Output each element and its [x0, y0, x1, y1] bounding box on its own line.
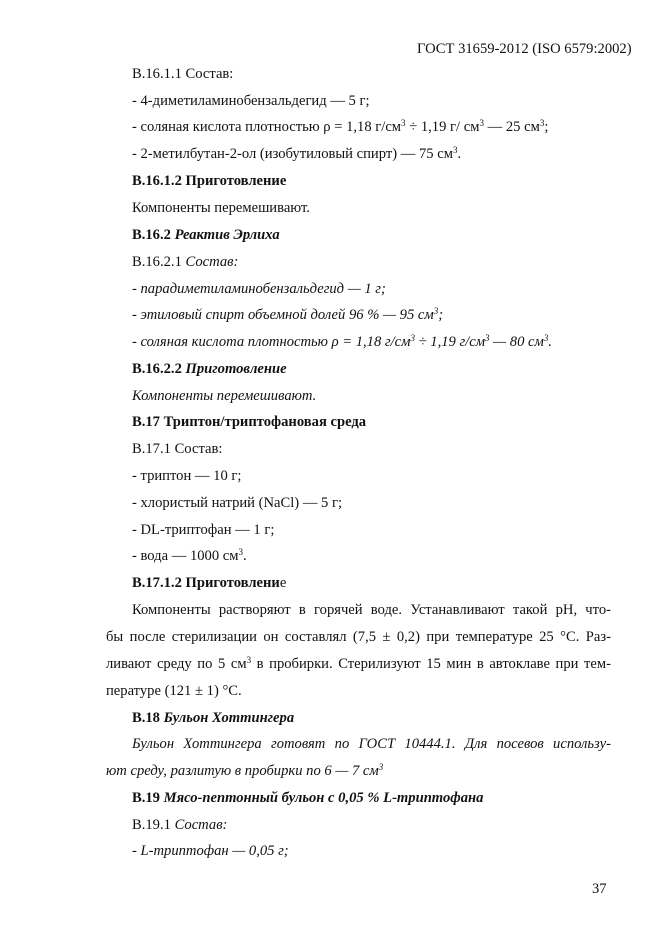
section-b16-1-2-heading: [132, 172, 286, 190]
text: - соляная кислота плотностью ρ = 1,18 г/см: [132, 334, 411, 350]
text: Бульон Хоттингера готовят по ГОСТ 10444.1. Для посевов использу-: [132, 736, 611, 752]
text: Компоненты растворяют в горячей воде. Устанавливают такой pH, что-: [132, 602, 611, 618]
superscript: 3: [485, 333, 490, 343]
text: Состав:: [185, 254, 239, 270]
list-item: [132, 521, 274, 539]
section-b16-2-2-heading: [132, 360, 287, 378]
section-b16-1-1-heading: [132, 65, 233, 83]
superscript: 3: [433, 306, 439, 316]
superscript: 3: [479, 118, 484, 128]
text: - триптон — 10 г;: [132, 468, 242, 484]
text: Реактив Эрлиха: [174, 227, 280, 243]
section-b19-1-heading: [132, 816, 227, 834]
paragraph-line: [132, 601, 611, 619]
text: В.17 Триптон/триптофановая среда: [132, 414, 367, 430]
text: Мясо-пептонный бульон с 0,05 % L-триптофана: [163, 790, 484, 806]
text: В.16.1.1 Состав:: [132, 66, 234, 82]
text: В.16.2: [132, 227, 175, 243]
text: пературе (121 ± 1) °С.: [106, 683, 242, 699]
text: - DL-триптофан — 1 г;: [132, 522, 275, 538]
text: ливают среду по 5 см: [106, 656, 247, 672]
superscript: 3: [378, 762, 384, 772]
text: бы после стерилизации он составлял (7,5 ± 0,2) при температуре 25 °С. Раз-: [106, 629, 611, 645]
text: ÷ 1,19 г/ см: [405, 119, 480, 135]
text: В.16.1.2 Приготовление: [132, 173, 287, 189]
list-item: [132, 306, 443, 324]
paragraph: [132, 387, 316, 405]
text: - парадиметиламинобензальдегид — 1 г;: [132, 281, 386, 297]
text: ют среду, разлитую в пробирки по 6 — 7 см: [106, 763, 379, 779]
paragraph-line: [132, 735, 611, 753]
text: е: [279, 575, 287, 591]
superscript: 3: [401, 118, 406, 128]
list-item: [132, 467, 241, 485]
text: .: [548, 334, 552, 350]
section-b16-2-1-heading: [132, 253, 238, 271]
text: Компоненты перемешивают.: [132, 388, 317, 404]
text: — 80 см: [489, 334, 544, 350]
section-b17-heading: [132, 413, 366, 431]
section-b19-heading: [132, 789, 483, 807]
paragraph-line: [106, 682, 242, 700]
superscript: 3: [539, 118, 545, 128]
text: Компоненты перемешивают.: [132, 200, 310, 216]
superscript: 3: [410, 333, 415, 343]
text: ;: [544, 119, 549, 135]
paragraph: [132, 199, 310, 217]
text: - 4-диметиламинобензальдегид — 5 г;: [132, 93, 370, 109]
superscript: 3: [246, 655, 252, 665]
paragraph-line: [106, 762, 383, 780]
text: Бульон Хоттингера: [163, 710, 295, 726]
text: .: [243, 548, 247, 564]
text: - L-триптофан — 0,05 г;: [132, 843, 289, 859]
text: В.19.1: [132, 817, 175, 833]
text: В.16.2.1: [132, 254, 186, 270]
list-item: [132, 333, 552, 351]
text: - соляная кислота плотностью ρ = 1,18 г/см: [132, 119, 402, 135]
text: - вода — 1000 см: [132, 548, 239, 564]
text: В.17.1 Состав:: [132, 441, 223, 457]
text: В.19: [132, 790, 164, 806]
text: Приготовление: [185, 361, 287, 377]
section-b16-2-heading: [132, 226, 280, 244]
text: В.16.2.2: [132, 361, 186, 377]
text: - хлористый натрий (NaCl) — 5 г;: [132, 495, 343, 511]
list-item: [132, 494, 342, 512]
text: .: [457, 146, 462, 162]
text: Состав:: [174, 817, 228, 833]
text: - этиловый спирт объемной долей 96 % — 95 см: [132, 307, 434, 323]
section-b17-1-2-heading: [132, 574, 286, 592]
superscript: 3: [543, 333, 549, 343]
text: В.17.1.2 Приготовлени: [132, 575, 280, 591]
text: — 25 см: [483, 119, 540, 135]
paragraph-line: [106, 655, 611, 673]
text: в пробирки. Стерилизуют 15 мин в автоклаве при тем-: [251, 656, 611, 672]
text: ;: [438, 307, 444, 323]
text: В.18: [132, 710, 164, 726]
list-item: [132, 280, 386, 298]
text: ÷ 1,19 г/см: [414, 334, 486, 350]
list-item: [132, 92, 370, 110]
text: - 2-метилбутан-2-ол (изобутиловый спирт) — 75 см: [132, 146, 453, 162]
list-item: [132, 547, 247, 565]
section-b18-heading: [132, 709, 294, 727]
superscript: 3: [238, 547, 244, 557]
section-b17-1-heading: [132, 440, 222, 458]
page-header: ГОСТ 31659-2012 (ISO 6579:2002): [417, 41, 632, 57]
page-number: 37: [592, 881, 607, 897]
list-item: [132, 842, 289, 860]
superscript: 3: [452, 145, 458, 155]
list-item: [132, 145, 461, 163]
paragraph-line: [106, 628, 611, 646]
list-item: [132, 118, 548, 136]
